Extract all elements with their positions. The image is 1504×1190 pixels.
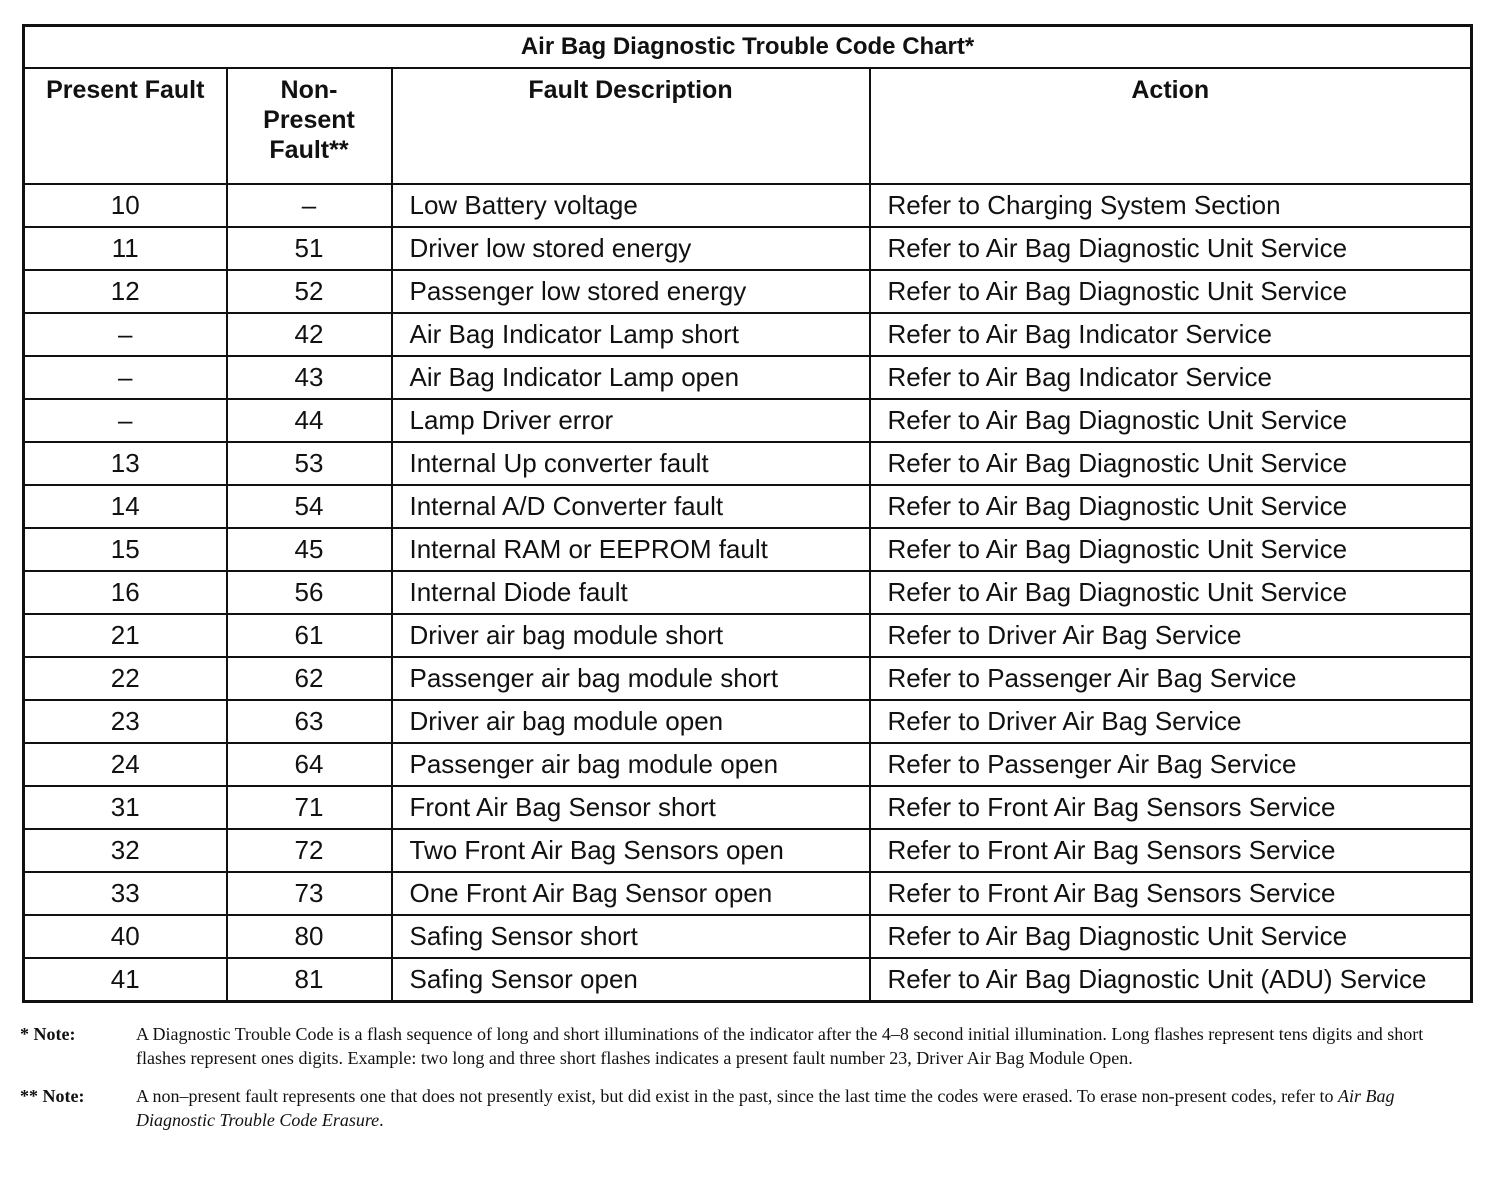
cell-fault-description: Passenger air bag module short [392, 657, 870, 700]
table-row [24, 915, 1472, 958]
cell-action: Refer to Air Bag Diagnostic Unit Service [870, 571, 1472, 614]
cell-fault-description: One Front Air Bag Sensor open [392, 872, 870, 915]
cell-non-present-fault: – [227, 184, 392, 227]
cell-action: Refer to Passenger Air Bag Service [870, 743, 1472, 786]
cell-present-fault: 23 [24, 700, 227, 743]
cell-action: Refer to Air Bag Diagnostic Unit Service [870, 399, 1472, 442]
header-fault-description: Fault Description [392, 68, 870, 184]
table-row [24, 829, 1472, 872]
cell-fault-description: Passenger air bag module open [392, 743, 870, 786]
cell-action: Refer to Front Air Bag Sensors Service [870, 786, 1472, 829]
table-row [24, 528, 1472, 571]
cell-present-fault: 14 [24, 485, 227, 528]
table-title-row [24, 26, 1472, 69]
footnote-2-text-end: . [379, 1110, 384, 1130]
cell-fault-description: Driver air bag module open [392, 700, 870, 743]
cell-non-present-fault: 43 [227, 356, 392, 399]
cell-fault-description: Lamp Driver error [392, 399, 870, 442]
header-non-present-line-2: Present [263, 106, 355, 134]
cell-action: Refer to Driver Air Bag Service [870, 700, 1472, 743]
cell-action: Refer to Front Air Bag Sensors Service [870, 872, 1472, 915]
cell-present-fault: 12 [24, 270, 227, 313]
cell-action: Refer to Air Bag Diagnostic Unit Service [870, 528, 1472, 571]
table-row [24, 786, 1472, 829]
header-non-present-fault [227, 68, 392, 184]
cell-fault-description: Air Bag Indicator Lamp short [392, 313, 870, 356]
table-row [24, 356, 1472, 399]
cell-non-present-fault: 63 [227, 700, 392, 743]
dtc-chart-page [22, 24, 1470, 1003]
cell-present-fault: 40 [24, 915, 227, 958]
header-present-fault: Present Fault [24, 68, 227, 184]
cell-non-present-fault: 80 [227, 915, 392, 958]
cell-non-present-fault: 73 [227, 872, 392, 915]
footnotes [20, 1022, 1470, 1146]
table-row [24, 872, 1472, 915]
cell-action: Refer to Air Bag Indicator Service [870, 313, 1472, 356]
table-row [24, 227, 1472, 270]
table-row [24, 571, 1472, 614]
table-body [24, 184, 1472, 1002]
table-row [24, 958, 1472, 1002]
cell-non-present-fault: 51 [227, 227, 392, 270]
cell-non-present-fault: 54 [227, 485, 392, 528]
header-non-present-line-3: Fault** [269, 136, 349, 164]
table-row [24, 657, 1472, 700]
cell-fault-description: Air Bag Indicator Lamp open [392, 356, 870, 399]
cell-present-fault: 15 [24, 528, 227, 571]
cell-action: Refer to Air Bag Diagnostic Unit Service [870, 915, 1472, 958]
cell-present-fault: 33 [24, 872, 227, 915]
cell-fault-description: Internal A/D Converter fault [392, 485, 870, 528]
cell-fault-description: Internal RAM or EEPROM fault [392, 528, 870, 571]
header-non-present-line-1: Non- [280, 76, 338, 104]
table-row [24, 700, 1472, 743]
cell-non-present-fault: 72 [227, 829, 392, 872]
cell-non-present-fault: 42 [227, 313, 392, 356]
cell-present-fault: 31 [24, 786, 227, 829]
cell-fault-description: Low Battery voltage [392, 184, 870, 227]
cell-present-fault: 24 [24, 743, 227, 786]
footnote-2 [20, 1084, 1470, 1132]
cell-present-fault: 11 [24, 227, 227, 270]
cell-non-present-fault: 64 [227, 743, 392, 786]
cell-action: Refer to Front Air Bag Sensors Service [870, 829, 1472, 872]
cell-non-present-fault: 61 [227, 614, 392, 657]
cell-action: Refer to Driver Air Bag Service [870, 614, 1472, 657]
cell-non-present-fault: 71 [227, 786, 392, 829]
cell-present-fault: 41 [24, 958, 227, 1002]
table-row [24, 313, 1472, 356]
cell-fault-description: Safing Sensor short [392, 915, 870, 958]
cell-fault-description: Internal Diode fault [392, 571, 870, 614]
table-row [24, 614, 1472, 657]
cell-non-present-fault: 56 [227, 571, 392, 614]
footnote-1 [20, 1022, 1470, 1070]
table-row [24, 442, 1472, 485]
cell-fault-description: Passenger low stored energy [392, 270, 870, 313]
cell-fault-description: Two Front Air Bag Sensors open [392, 829, 870, 872]
cell-fault-description: Driver air bag module short [392, 614, 870, 657]
cell-non-present-fault: 44 [227, 399, 392, 442]
table-header-row [24, 68, 1472, 184]
cell-present-fault: – [24, 399, 227, 442]
cell-fault-description: Internal Up converter fault [392, 442, 870, 485]
cell-present-fault: 13 [24, 442, 227, 485]
footnote-2-text: A non–present fault represents one that does not presently exist, but did exist in the past, since the last time the codes were erased. To erase non-present codes, refer to [136, 1086, 1339, 1106]
cell-action: Refer to Air Bag Diagnostic Unit Service [870, 227, 1472, 270]
footnote-1-text: A Diagnostic Trouble Code is a flash sequence of long and short illuminations of the indicator after the 4–8 second initial illumination. Long flashes represent tens digits and short flashes represent ones digits. Example: two long and three short flashes indicates a present fault number 23, Driver Air Bag Module Open. [136, 1024, 1424, 1068]
cell-present-fault: 32 [24, 829, 227, 872]
cell-non-present-fault: 62 [227, 657, 392, 700]
cell-present-fault: 16 [24, 571, 227, 614]
cell-non-present-fault: 53 [227, 442, 392, 485]
cell-non-present-fault: 52 [227, 270, 392, 313]
footnote-2-body [136, 1084, 1470, 1132]
header-action: Action [870, 68, 1472, 184]
cell-non-present-fault: 81 [227, 958, 392, 1002]
cell-present-fault: 22 [24, 657, 227, 700]
table-title: Air Bag Diagnostic Trouble Code Chart* [24, 26, 1472, 69]
cell-action: Refer to Air Bag Indicator Service [870, 356, 1472, 399]
footnote-2-reference: Air Bag Diagnostic Trouble Code Erasure [136, 1086, 1395, 1130]
table-row [24, 743, 1472, 786]
cell-present-fault: – [24, 356, 227, 399]
cell-action: Refer to Charging System Section [870, 184, 1472, 227]
cell-action: Refer to Air Bag Diagnostic Unit Service [870, 442, 1472, 485]
cell-present-fault: 10 [24, 184, 227, 227]
table-row [24, 399, 1472, 442]
cell-action: Refer to Passenger Air Bag Service [870, 657, 1472, 700]
dtc-table [22, 24, 1473, 1003]
cell-action: Refer to Air Bag Diagnostic Unit Service [870, 485, 1472, 528]
footnote-2-label: ** Note: [20, 1086, 85, 1106]
table-row [24, 485, 1472, 528]
table-row [24, 270, 1472, 313]
cell-action: Refer to Air Bag Diagnostic Unit (ADU) Service [870, 958, 1472, 1002]
cell-non-present-fault: 45 [227, 528, 392, 571]
cell-action: Refer to Air Bag Diagnostic Unit Service [870, 270, 1472, 313]
cell-fault-description: Safing Sensor open [392, 958, 870, 1002]
cell-fault-description: Front Air Bag Sensor short [392, 786, 870, 829]
cell-present-fault: – [24, 313, 227, 356]
cell-fault-description: Driver low stored energy [392, 227, 870, 270]
footnote-1-label: * Note: [20, 1024, 76, 1044]
table-row [24, 184, 1472, 227]
cell-present-fault: 21 [24, 614, 227, 657]
